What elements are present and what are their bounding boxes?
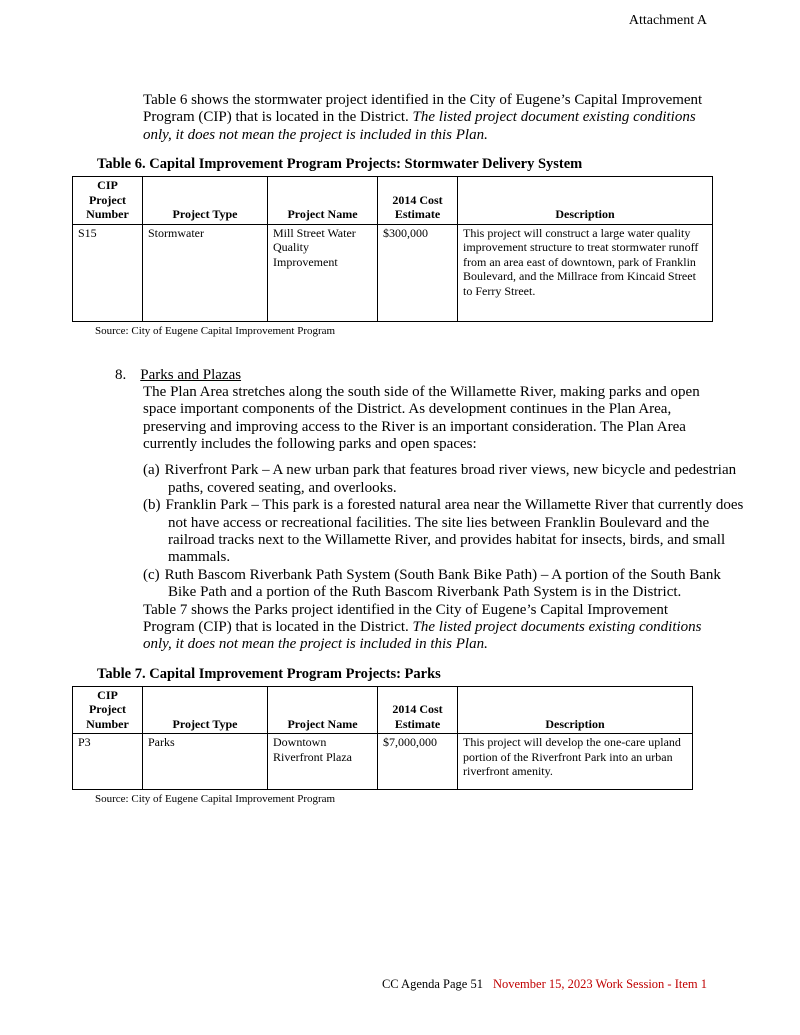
section-number: 8.	[115, 366, 127, 383]
table-row	[73, 734, 693, 790]
table7	[72, 686, 693, 791]
table-row	[73, 224, 713, 321]
table7-header-row	[73, 686, 693, 734]
section-heading-text: Parks and Plazas	[140, 366, 242, 383]
footer-page-number: CC Agenda Page 51	[381, 977, 483, 991]
list-item-text: Franklin Park – This park is a forested natural area near the Willamette River that currently does not have access or recreational facilities. The site lies between Franklin Boulevard and the railroad tracks next to the Willamette River, and provides habitat for insects, birds, and small mammals.	[165, 497, 744, 566]
cell-description: This project will develop the one-care upland portion of the Riverfront Park into an urban riverfront amenity.	[458, 734, 693, 790]
column-header-project-type: Project Type	[143, 686, 268, 734]
column-header-description: Description	[458, 177, 713, 225]
cell-project-name: Mill Street Water Quality Improvement	[268, 224, 378, 321]
footer-session-note: November 15, 2023 Work Session - Item 1	[492, 977, 707, 991]
list-item-label: (a)	[143, 462, 160, 479]
cell-cost-estimate: $300,000	[378, 224, 458, 321]
table6-source-note: Source: City of Eugene Capital Improvement Program	[95, 324, 336, 337]
intro7-italic-text: The listed project documents existing conditions only, it does not mean the project is included in this Plan.	[143, 619, 702, 653]
page-footer	[382, 977, 707, 992]
column-header-project-type: Project Type	[143, 177, 268, 225]
column-header-project-name: Project Name	[268, 686, 378, 734]
list-item-label: (c)	[143, 566, 160, 583]
cell-cost-estimate: $7,000,000	[378, 734, 458, 790]
list-item	[143, 462, 746, 497]
list-item-label: (b)	[143, 497, 161, 514]
table6-header-row	[73, 177, 713, 225]
intro-paragraph-table7	[143, 602, 713, 654]
page-content	[0, 92, 800, 805]
intro6-italic-text: The listed project document existing conditions only, it does not mean the project is included in this Plan.	[143, 109, 696, 143]
list-item-text: Ruth Bascom Riverbank Path System (South Bank Bike Path) – A portion of the South Bank Bike Path and a portion of the Ruth Bascom Riverbank Path System is in the District.	[164, 566, 721, 601]
cell-cip-number: S15	[73, 224, 143, 321]
intro7-normal-text: Table 7 shows the Parks project identified in the City of Eugene’s Capital Improvement Program (CIP) that is located in the District.	[143, 601, 669, 635]
list-item	[143, 497, 746, 567]
list-item-text: Riverfront Park – A new urban park that features broad river views, new bicycle and pedestrian paths, covered seating, and overlooks.	[164, 462, 737, 496]
column-header-project-name: Project Name	[268, 177, 378, 225]
table6-title: Table 6. Capital Improvement Program Projects: Stormwater Delivery System	[97, 156, 583, 173]
cell-project-name: Downtown Riverfront Plaza	[268, 734, 378, 790]
intro-paragraph-table6	[143, 92, 713, 144]
section8-paragraph: The Plan Area stretches along the south side of the Willamette River, making parks and open space important components of the District. As development continues in the Plan Area, preserving and improving access to the River is an important consideration. The Plan Area currently includes the following parks and open spaces:	[143, 383, 700, 452]
intro6-normal-text: Table 6 shows the stormwater project identified in the City of Eugene’s Capital Improvement Program (CIP) that is located in the District.	[143, 92, 703, 126]
list-item	[143, 567, 746, 602]
column-header-description: Description	[458, 686, 693, 734]
table7-title: Table 7. Capital Improvement Program Projects: Parks	[97, 665, 441, 682]
cell-project-type: Parks	[143, 734, 268, 790]
column-header-cost-estimate: 2014 Cost Estimate	[378, 686, 458, 734]
section-8-heading	[115, 367, 800, 384]
column-header-cip-number: CIP Project Number	[73, 686, 143, 734]
cell-project-type: Stormwater	[143, 224, 268, 321]
parks-list	[0, 462, 800, 601]
table7-source-note: Source: City of Eugene Capital Improvement Program	[95, 793, 336, 806]
cell-description: This project will construct a large water quality improvement structure to treat stormwater runoff from an area east of downtown, park of Franklin Boulevard, and the Millrace from Kincaid Street to Ferry Street.	[458, 224, 713, 321]
column-header-cost-estimate: 2014 Cost Estimate	[378, 177, 458, 225]
attachment-label: Attachment A	[628, 13, 707, 28]
column-header-cip-number: CIP Project Number	[73, 177, 143, 225]
cell-cip-number: P3	[73, 734, 143, 790]
table6	[72, 176, 713, 322]
